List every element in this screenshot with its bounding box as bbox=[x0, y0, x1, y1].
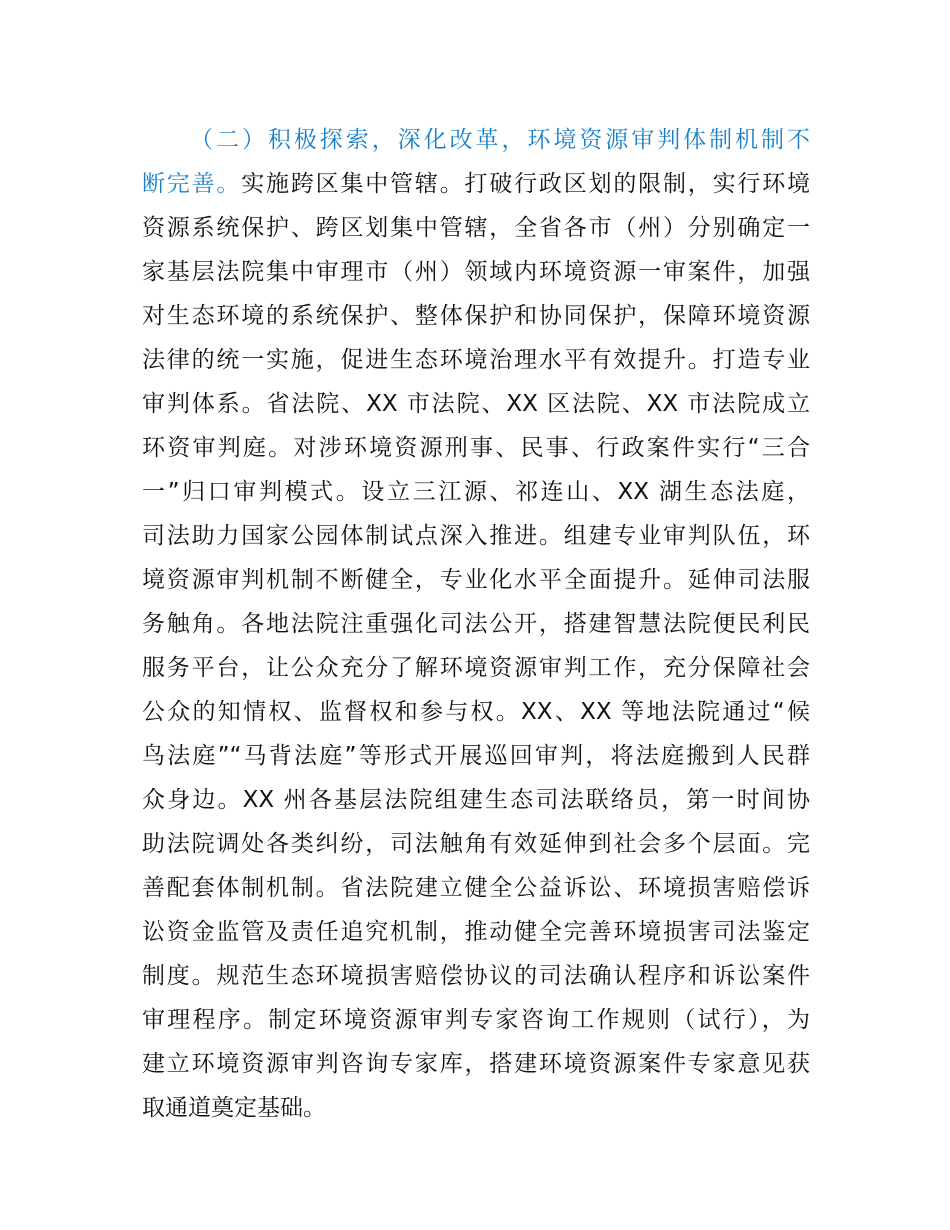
section-heading: （二）积极探索，深化改革，环境资源审判体制机制不 bbox=[190, 127, 810, 153]
paragraph-line bbox=[142, 162, 810, 206]
paragraph-line: 讼资金监管及责任追究机制，推动健全完善环境损害司法鉴定 bbox=[142, 919, 810, 945]
paragraph-line: 环资审判庭。对涉环境资源刑事、民事、行政案件实行“三合 bbox=[142, 435, 810, 461]
paragraph-line: 境资源审判机制不断健全，专业化水平全面提升。延伸司法服 bbox=[142, 567, 810, 593]
paragraph-line: 对生态环境的系统保护、整体保护和协同保护，保障环境资源 bbox=[142, 303, 810, 329]
paragraph-line: 资源系统保护、跨区划集中管辖，全省各市（州）分别确定一 bbox=[142, 215, 810, 241]
paragraph-line: 司法助力国家公园体制试点深入推进。组建专业审判队伍，环 bbox=[142, 523, 810, 549]
paragraph-line: 建立环境资源审判咨询专家库，搭建环境资源案件专家意见获 bbox=[142, 1051, 810, 1077]
paragraph-line: 鸟法庭”“马背法庭”等形式开展巡回审判，将法庭搬到人民群 bbox=[142, 743, 810, 769]
paragraph-line: 公众的知情权、监督权和参与权。XX、XX 等地法院通过“候 bbox=[142, 699, 810, 725]
paragraph-line: 家基层法院集中审理市（州）领域内环境资源一审案件，加强 bbox=[142, 259, 810, 285]
paragraph-line: 务触角。各地法院注重强化司法公开，搭建智慧法院便民利民 bbox=[142, 611, 810, 637]
paragraph-line: 审理程序。制定环境资源审判专家咨询工作规则（试行），为 bbox=[142, 1007, 810, 1033]
paragraph-line: 助法院调处各类纠纷，司法触角有效延伸到社会多个层面。完 bbox=[142, 831, 810, 857]
paragraph-line: 一”归口审判模式。设立三江源、祁连山、XX 湖生态法庭， bbox=[142, 479, 810, 505]
paragraph-line: 审判体系。省法院、XX 市法院、XX 区法院、XX 市法院成立 bbox=[142, 391, 810, 417]
section-heading-line bbox=[190, 118, 810, 162]
section-heading-continued: 断完善。 bbox=[142, 171, 242, 197]
paragraph-line: 善配套体制机制。省法院建立健全公益诉讼、环境损害赔偿诉 bbox=[142, 875, 810, 901]
paragraph-line: 服务平台，让公众充分了解环境资源审判工作，充分保障社会 bbox=[142, 655, 810, 681]
paragraph-line: 法律的统一实施，促进生态环境治理水平有效提升。打造专业 bbox=[142, 347, 810, 373]
paragraph-line: 制度。规范生态环境损害赔偿协议的司法确认程序和诉讼案件 bbox=[142, 963, 810, 989]
paragraph-line: 众身边。XX 州各基层法院组建生态司法联络员，第一时间协 bbox=[142, 787, 810, 813]
paragraph-line: 取通道奠定基础。 bbox=[142, 1095, 326, 1121]
paragraph-text: 实施跨区集中管辖。打破行政区划的限制，实行环境 bbox=[241, 171, 810, 197]
